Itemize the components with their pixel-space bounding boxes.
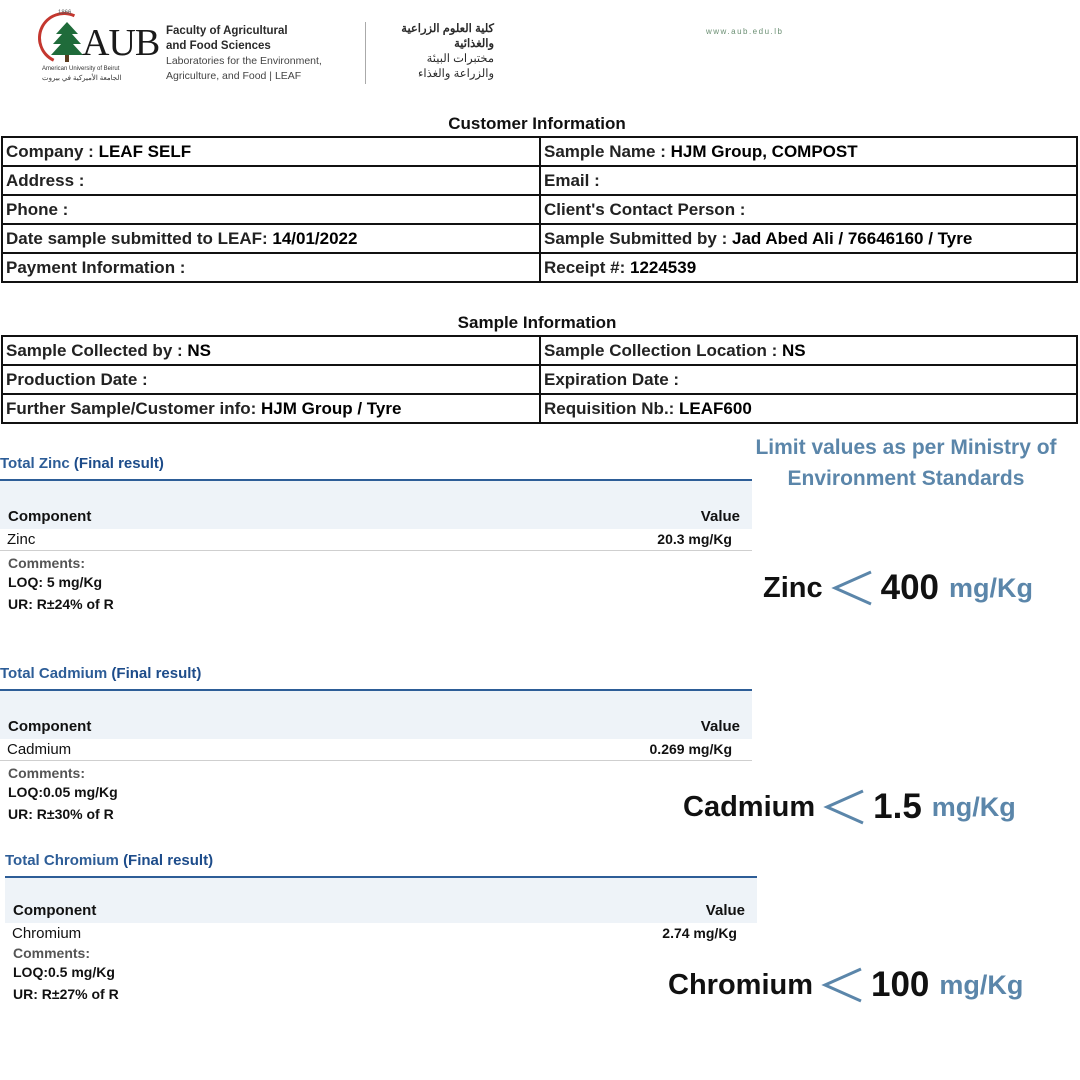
faculty-line-1: Faculty of Agricultural [166,25,288,37]
limit-unit: mg/Kg [939,969,1024,1000]
component-name: Chromium [12,925,82,942]
table-cell: Date sample submitted to LEAF: 14/01/2022 [2,224,540,253]
component-value: 20.3 mg/Kg [657,531,732,547]
chromium-limit [668,965,1023,1005]
table-cell: Client's Contact Person : [540,195,1077,224]
comments-label: Comments: [8,765,86,781]
university-name: American University of Beirut [42,66,120,72]
result-title: Total Cadmium (Final result) [0,665,202,682]
loq-text: LOQ: 5 mg/Kg [8,574,103,590]
component-name: Cadmium [7,741,72,758]
cadmium-result-block [0,665,752,825]
faculty-block-arabic [372,22,494,82]
table-cell: Further Sample/Customer info: HJM Group / Tyre [2,394,540,423]
table-row [5,923,757,945]
university-name-arabic: الجامعة الأميركية في بيروت [42,75,122,82]
faculty-block [166,24,322,84]
ur-text: UR: R±27% of R [13,986,119,1002]
table-cell: Sample Submitted by : Jad Abed Ali / 76646160 / Tyre [540,224,1077,253]
lab-line-1: Laboratories for the Environment, [166,55,322,67]
value-header: Value [700,718,740,735]
limit-name: Zinc [763,571,823,604]
table-cell: Phone : [2,195,540,224]
limit-name: Chromium [668,968,813,1001]
table-row [2,195,1077,224]
loq-text: LOQ:0.5 mg/Kg [13,964,115,980]
zinc-limit [763,568,1033,608]
less-than-icon [821,787,867,827]
less-than-icon [819,965,865,1005]
header-divider [365,22,366,84]
table-row [0,739,752,761]
result-title: Total Chromium (Final result) [5,852,214,869]
table-cell: Email : [540,166,1077,195]
value-header: Value [705,902,745,919]
lab-ar-line-1: مختبرات البيئة [426,53,494,65]
table-cell: Receipt #: 1224539 [540,253,1077,282]
limit-values-title [716,432,1080,494]
customer-info-table [1,136,1078,283]
aub-logo [36,6,160,88]
zinc-result-block [0,455,752,615]
component-value: 0.269 mg/Kg [649,741,732,757]
customer-info-title: Customer Information [448,114,626,133]
table-cell: Requisition Nb.: LEAF600 [540,394,1077,423]
logo-year: 1866 [58,10,72,16]
table-row [2,394,1077,423]
result-header [0,481,752,529]
ur-text: UR: R±24% of R [8,596,114,612]
component-value: 2.74 mg/Kg [662,925,737,941]
component-header: Component [13,902,97,919]
less-than-icon [829,568,875,608]
limit-value: 400 [880,568,940,607]
sample-info-table [1,335,1078,424]
logo-wordmark: AUB [82,22,160,64]
limit-unit: mg/Kg [931,791,1016,822]
loq-text: LOQ:0.05 mg/Kg [8,784,118,800]
chromium-result-block [5,852,757,1005]
table-cell: Production Date : [2,365,540,394]
component-header: Component [8,508,92,525]
table-row [2,365,1077,394]
limit-title-line-1: Limit values as per Ministry of [755,436,1057,459]
component-header: Component [8,718,92,735]
limit-title-line-2: Environment Standards [787,467,1025,490]
table-cell: Expiration Date : [540,365,1077,394]
lab-line-2: Agriculture, and Food | LEAF [166,70,302,82]
table-row [2,336,1077,365]
limit-value: 100 [871,965,930,1004]
comments-label: Comments: [13,945,91,961]
table-row [2,166,1077,195]
comments-label: Comments: [8,555,86,571]
table-cell: Sample Collection Location : NS [540,336,1077,365]
table-cell: Sample Collected by : NS [2,336,540,365]
limit-value: 1.5 [873,787,922,826]
table-cell: Address : [2,166,540,195]
faculty-ar-line-1: كلية العلوم الزراعية [401,23,494,35]
limit-name: Cadmium [683,790,816,823]
cadmium-limit [683,787,1016,827]
faculty-line-2: and Food Sciences [166,40,271,52]
table-cell: Company : LEAF SELF [2,137,540,166]
ur-text: UR: R±30% of R [8,806,114,822]
result-header [5,878,757,923]
result-title: Total Zinc (Final result) [0,455,164,472]
website-link[interactable]: www.aub.edu.lb [706,27,784,36]
component-name: Zinc [7,531,36,548]
value-header: Value [700,508,740,525]
table-row [2,253,1077,282]
faculty-ar-line-2: والغذائية [454,38,494,50]
cedar-tree-icon [50,20,84,64]
table-cell: Payment Information : [2,253,540,282]
table-cell: Sample Name : HJM Group, COMPOST [540,137,1077,166]
result-header [0,691,752,739]
table-row [2,137,1077,166]
sample-info-title: Sample Information [457,313,617,332]
lab-ar-line-2: والزراعة والغذاء [417,68,494,80]
limit-unit: mg/Kg [949,572,1034,603]
table-row [2,224,1077,253]
table-row [0,529,752,551]
